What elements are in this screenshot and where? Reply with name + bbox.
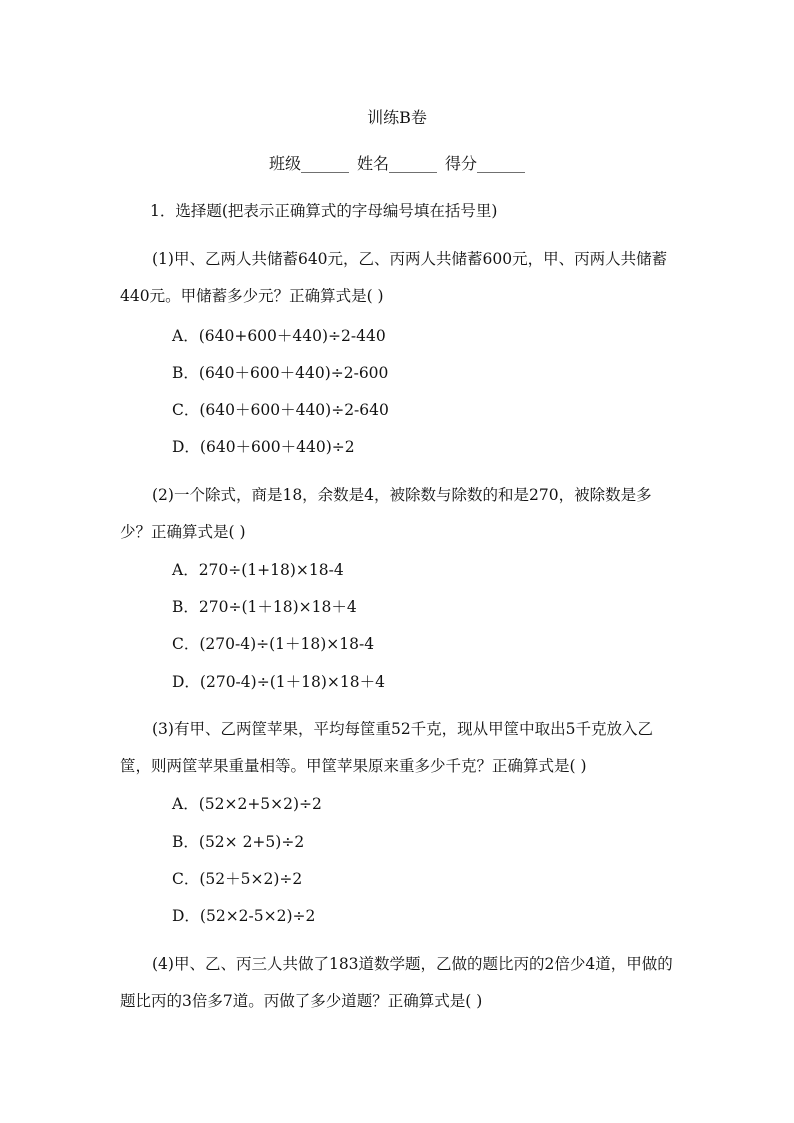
question-3-option-a: A．(52×2+5×2)÷2: [172, 795, 322, 813]
question-2-option-a: A．270÷(1+18)×18-4: [172, 561, 344, 579]
page-title: 训练B卷: [367, 108, 427, 127]
question-1-option-a: A．(640+600＋440)÷2-440: [172, 327, 386, 345]
question-3-option-d: D．(52×2-5×2)÷2: [172, 907, 316, 925]
question-stem-1: (1)甲、乙两人共储蓄640元，乙、丙两人共储蓄600元，甲、丙两人共储蓄440元。甲储蓄多少元？正确算式是( ): [120, 250, 668, 305]
question-1-option-b: B．(640＋600＋440)÷2-600: [172, 364, 389, 382]
score-field-label: 得分______: [445, 154, 526, 173]
question-2-option-b: B．270÷(1＋18)×18＋4: [172, 598, 357, 616]
section-heading: 1．选择题(把表示正确算式的字母编号填在括号里): [150, 202, 498, 220]
student-info-line: [0, 151, 794, 174]
question-3-option-c: C．(52＋5×2)÷2: [172, 870, 303, 888]
question-stem-2: (2)一个除式，商是18，余数是4，被除数与除数的和是270，被除数是多少？正确算式是( ): [120, 486, 652, 541]
name-field-label: 姓名______: [356, 154, 437, 173]
question-stem-4: (4)甲、乙、丙三人共做了183道数学题，乙做的题比丙的2倍少4道，甲做的题比丙的3倍多7道。丙做了多少道题？正确算式是( ): [120, 955, 673, 1010]
question-2-option-c: C．(270-4)÷(1＋18)×18-4: [172, 635, 375, 653]
class-field-label: 班级______: [268, 154, 349, 173]
question-1-option-d: D．(640＋600＋440)÷2: [172, 438, 355, 456]
question-2-option-d: D．(270-4)÷(1＋18)×18＋4: [172, 673, 385, 691]
question-1-option-c: C．(640＋600＋440)÷2-640: [172, 401, 389, 419]
question-3-option-b: B．(52× 2+5)÷2: [172, 833, 305, 851]
question-stem-3: (3)有甲、乙两筐苹果，平均每筐重52千克，现从甲筐中取出5千克放入乙筐，则两筐苹果重量相等。甲筐苹果原来重多少千克？正确算式是( ): [120, 720, 654, 775]
